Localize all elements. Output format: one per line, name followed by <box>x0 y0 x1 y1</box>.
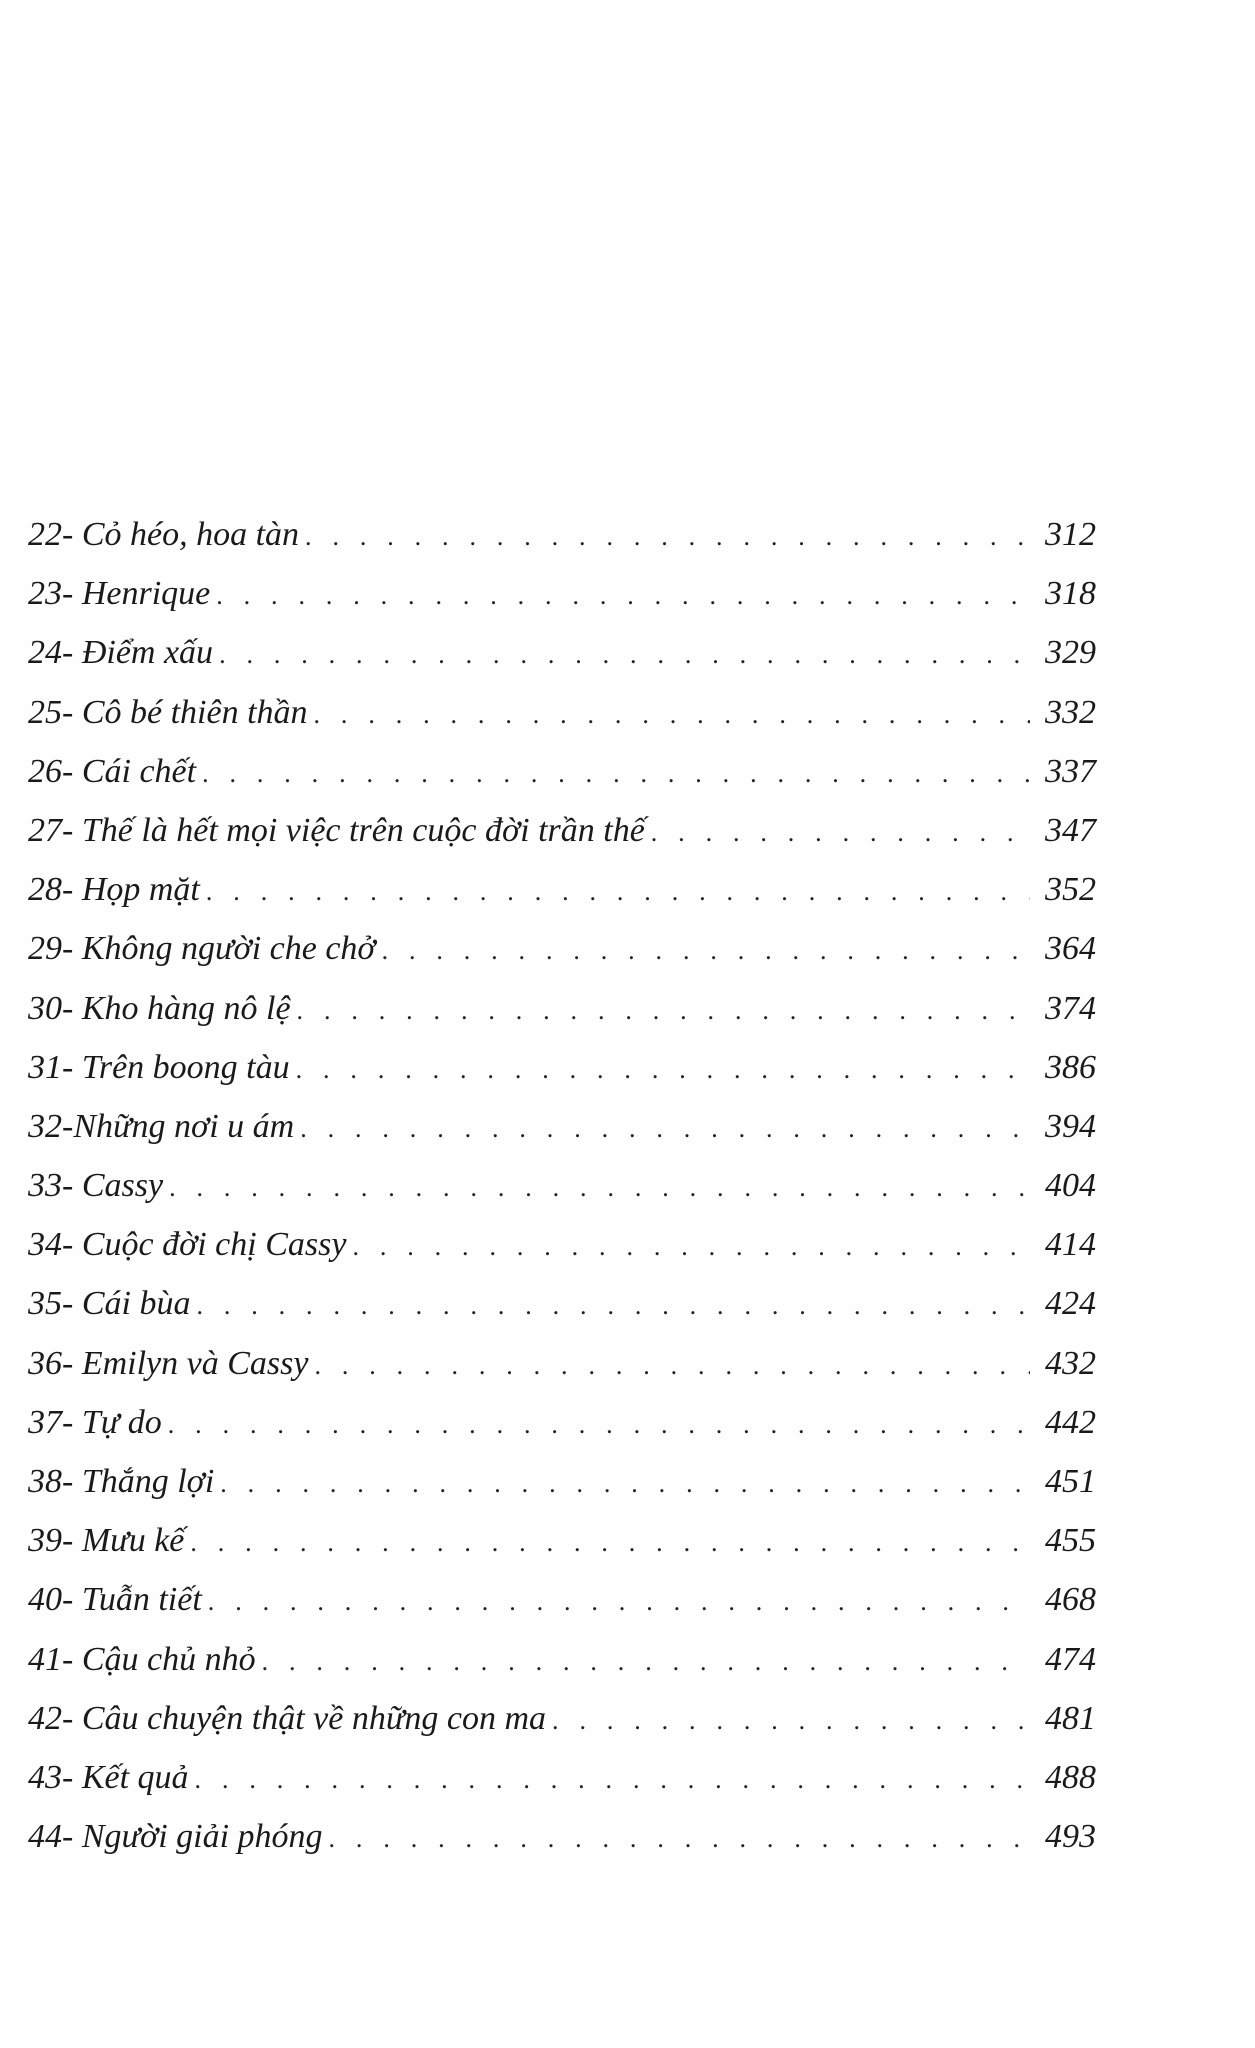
toc-entry-title: 40- Tuẫn tiết <box>28 1581 202 1619</box>
toc-entry-title: 43- Kết quả <box>28 1758 189 1796</box>
toc-entry-page-number: 455 <box>1045 1522 1096 1560</box>
toc-entry-title: 44- Người giải phóng <box>28 1818 323 1856</box>
toc-leader-dots <box>195 1750 1030 1809</box>
toc-leader-dots <box>262 1632 1030 1691</box>
toc-entry-title: 29- Không người che chở <box>28 930 376 968</box>
toc-leader-dots <box>196 1276 1030 1335</box>
toc-entry-page-number: 312 <box>1045 516 1096 553</box>
toc-entry-title: 22- Cỏ héo, hoa tàn <box>28 516 300 553</box>
toc-entry <box>28 505 1096 564</box>
toc-entry-title: 36- Emilyn và Cassy <box>28 1344 309 1382</box>
toc-leader-dots <box>314 685 1030 744</box>
toc-leader-dots <box>220 1454 1030 1513</box>
toc-entry <box>28 1570 1096 1629</box>
toc-entry-title: 34- Cuộc đời chị Cassy <box>28 1226 347 1264</box>
toc-entry-title: 23- Henrique <box>28 575 211 613</box>
toc-entry <box>28 801 1096 860</box>
toc-leader-dots <box>297 981 1030 1040</box>
toc-entry-title: 28- Họp mặt <box>28 871 200 909</box>
toc-leader-dots <box>382 921 1030 980</box>
toc-leader-dots <box>314 1336 1030 1395</box>
toc-entry <box>28 1156 1096 1215</box>
toc-entry-title: 30- Kho hàng nô lệ <box>28 989 291 1027</box>
toc-entry-title: 32-Những nơi u ám <box>28 1107 295 1145</box>
toc-entry-title: 25- Cô bé thiên thần <box>28 693 308 731</box>
toc-entry-page-number: 374 <box>1045 989 1096 1027</box>
toc-entry-page-number: 364 <box>1045 930 1096 968</box>
table-of-contents <box>28 505 1096 1866</box>
toc-entry-page-number: 404 <box>1045 1167 1096 1205</box>
toc-entry-title: 33- Cassy <box>28 1167 164 1205</box>
toc-entry-page-number: 432 <box>1045 1344 1096 1382</box>
toc-entry-title: 26- Cái chết <box>28 752 197 790</box>
toc-leader-dots <box>208 1572 1030 1631</box>
toc-leader-dots <box>219 625 1030 684</box>
toc-entry-page-number: 474 <box>1045 1640 1096 1678</box>
toc-entry-title: 24- Điểm xấu <box>28 634 214 672</box>
toc-entry-page-number: 414 <box>1045 1226 1096 1264</box>
toc-leader-dots <box>352 1217 1030 1276</box>
toc-entry-page-number: 352 <box>1045 871 1096 909</box>
toc-leader-dots <box>300 1099 1030 1158</box>
toc-leader-dots <box>305 507 1030 566</box>
toc-entry <box>28 1038 1096 1097</box>
toc-entry-page-number: 493 <box>1045 1818 1096 1856</box>
toc-entry-page-number: 468 <box>1045 1581 1096 1619</box>
toc-entry-page-number: 424 <box>1045 1285 1096 1323</box>
toc-entry <box>28 1393 1096 1452</box>
toc-entry-title: 27- Thế là hết mọi việc trên cuộc đời trần thế <box>28 811 645 849</box>
toc-entry-page-number: 337 <box>1045 752 1096 790</box>
toc-entry <box>28 683 1096 742</box>
toc-entry-title: 39- Mưu kế <box>28 1522 185 1560</box>
toc-entry <box>28 1452 1096 1511</box>
toc-entry <box>28 860 1096 919</box>
toc-entry-title: 31- Trên boong tàu <box>28 1048 290 1086</box>
toc-entry-page-number: 442 <box>1045 1403 1096 1441</box>
toc-leader-dots <box>296 1040 1030 1099</box>
toc-entry-page-number: 386 <box>1045 1048 1096 1086</box>
toc-entry-page-number: 481 <box>1045 1699 1096 1737</box>
toc-entry <box>28 1511 1096 1570</box>
toc-entry-page-number: 488 <box>1045 1758 1096 1796</box>
toc-entry <box>28 1215 1096 1274</box>
toc-leader-dots <box>168 1395 1030 1454</box>
toc-entry <box>28 1630 1096 1689</box>
toc-entry <box>28 979 1096 1038</box>
toc-entry-title: 41- Cậu chủ nhỏ <box>28 1640 256 1678</box>
toc-entry <box>28 742 1096 801</box>
toc-entry <box>28 1689 1096 1748</box>
toc-entry <box>28 623 1096 682</box>
toc-entry-page-number: 451 <box>1045 1463 1096 1500</box>
toc-entry-title: 37- Tự do <box>28 1403 162 1441</box>
toc-entry-title: 38- Thắng lợi <box>28 1463 215 1500</box>
toc-entry <box>28 1097 1096 1156</box>
toc-entry-page-number: 394 <box>1045 1107 1096 1145</box>
toc-leader-dots <box>651 803 1030 862</box>
toc-entry <box>28 1807 1096 1866</box>
toc-entry <box>28 919 1096 978</box>
toc-entry <box>28 1274 1096 1333</box>
toc-leader-dots <box>190 1513 1030 1572</box>
toc-entry-page-number: 347 <box>1045 811 1096 849</box>
toc-leader-dots <box>206 862 1030 921</box>
toc-leader-dots <box>169 1158 1030 1217</box>
toc-entry-page-number: 318 <box>1045 575 1096 613</box>
toc-entry-page-number: 329 <box>1045 634 1096 672</box>
toc-entry-title: 35- Cái bùa <box>28 1285 191 1323</box>
toc-entry-title: 42- Câu chuyện thật về những con ma <box>28 1699 547 1737</box>
toc-entry <box>28 564 1096 623</box>
toc-entry-page-number: 332 <box>1045 693 1096 731</box>
toc-entry <box>28 1334 1096 1393</box>
toc-leader-dots <box>552 1691 1030 1750</box>
toc-leader-dots <box>329 1809 1030 1868</box>
toc-leader-dots <box>202 744 1030 803</box>
toc-entry <box>28 1748 1096 1807</box>
toc-leader-dots <box>216 566 1030 625</box>
